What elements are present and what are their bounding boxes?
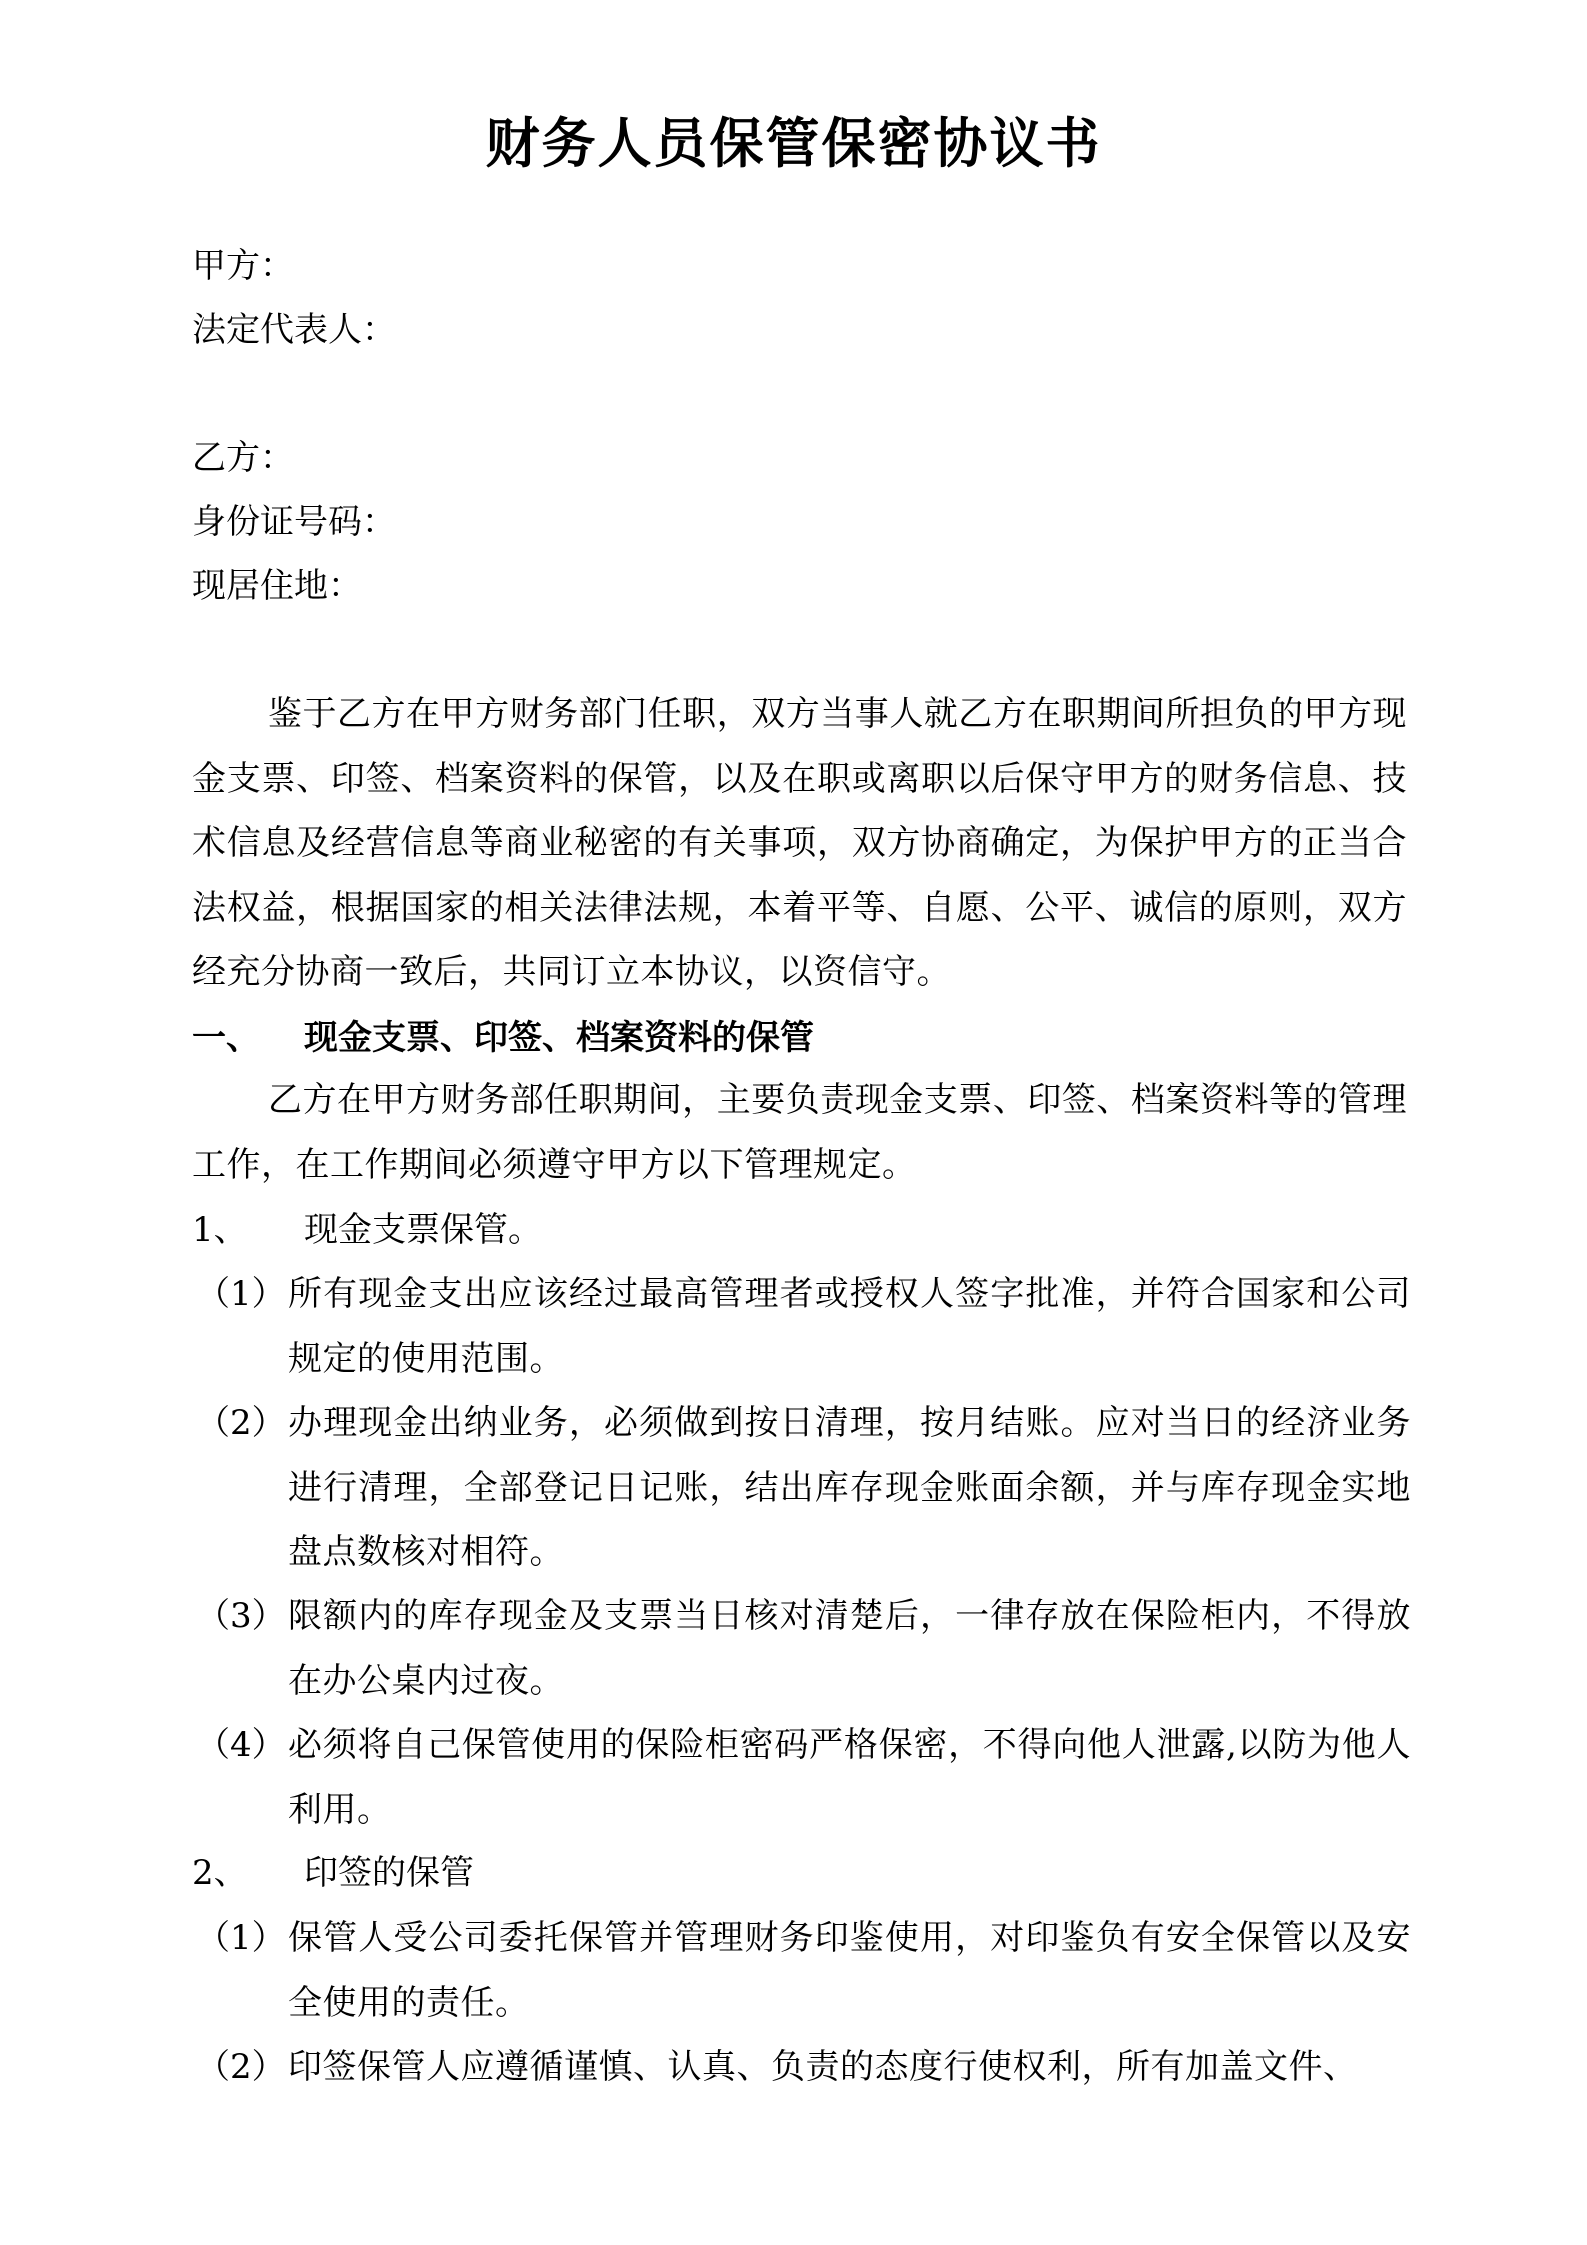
subsection-2-number: 2、 xyxy=(192,1853,248,1893)
party-b-label: 乙方： xyxy=(192,438,294,478)
list-item-text: 必须将自己保管使用的保险柜密码严格保密，不得向他人泄露,以防为他人利用。 xyxy=(288,1725,1411,1830)
document-title: 财务人员保管保密协议书 xyxy=(485,111,1102,175)
list-item-text: 限额内的库存现金及支票当日核对清楚后，一律存放在保险柜内，不得放在办公桌内过夜。 xyxy=(288,1596,1411,1701)
legal-representative-label: 法定代表人： xyxy=(192,310,396,350)
list-item xyxy=(196,1584,1411,1713)
subsection-1-heading xyxy=(192,1208,542,1252)
list-item-number: （1） xyxy=(196,1274,286,1314)
id-number-label: 身份证号码： xyxy=(192,502,396,542)
list-item xyxy=(196,1713,1411,1842)
list-item xyxy=(196,2035,1411,2100)
list-item-text: 所有现金支出应该经过最高管理者或授权人签字批准，并符合国家和公司规定的使用范围。 xyxy=(288,1274,1411,1379)
subsection-1-number: 1、 xyxy=(192,1210,248,1250)
subsection-2-title: 印签的保管 xyxy=(304,1853,474,1893)
list-item-text: 印签保管人应遵循谨慎、认真、负责的态度行使权利，所有加盖文件、 xyxy=(288,2047,1358,2087)
section-1-heading xyxy=(192,1016,814,1060)
party-a-label: 甲方： xyxy=(192,246,294,286)
list-item xyxy=(196,1391,1411,1585)
list-item-text: 保管人受公司委托保管并管理财务印鉴使用，对印鉴负有安全保管以及安全使用的责任。 xyxy=(288,1918,1411,2023)
preamble-paragraph: 鉴于乙方在甲方财务部门任职，双方当事人就乙方在职期间所担负的甲方现金支票、印签、档案资料的保管，以及在职或离职以后保守甲方的财务信息、技术信息及经营信息等商业秘密的有关事项，双方协商确定，为保护甲方的正当合法权益，根据国家的相关法律法规，本着平等、自愿、公平、诚信的原则，双方经充分协商一致后，共同订立本协议，以资信守。 xyxy=(192,694,1407,992)
address-label: 现居住地： xyxy=(192,566,362,606)
section-1-number: 一、 xyxy=(192,1018,260,1058)
list-item xyxy=(196,1262,1411,1391)
list-item xyxy=(196,1906,1411,2035)
list-item-number: （4） xyxy=(196,1725,286,1765)
list-item-number: （2） xyxy=(196,2047,286,2087)
list-item-number: （3） xyxy=(196,1596,286,1636)
list-item-number: （2） xyxy=(196,1403,286,1443)
list-item-text: 办理现金出纳业务，必须做到按日清理，按月结账。应对当日的经济业务进行清理，全部登记日记账，结出库存现金账面余额，并与库存现金实地盘点数核对相符。 xyxy=(288,1403,1411,1572)
list-item-number: （1） xyxy=(196,1918,286,1958)
section-1-title: 现金支票、印签、档案资料的保管 xyxy=(304,1018,814,1058)
subsection-1-title: 现金支票保管。 xyxy=(304,1210,542,1250)
subsection-2-heading xyxy=(192,1851,474,1895)
section-1-intro: 乙方在甲方财务部任职期间，主要负责现金支票、印签、档案资料等的管理工作，在工作期间必须遵守甲方以下管理规定。 xyxy=(192,1080,1407,1185)
